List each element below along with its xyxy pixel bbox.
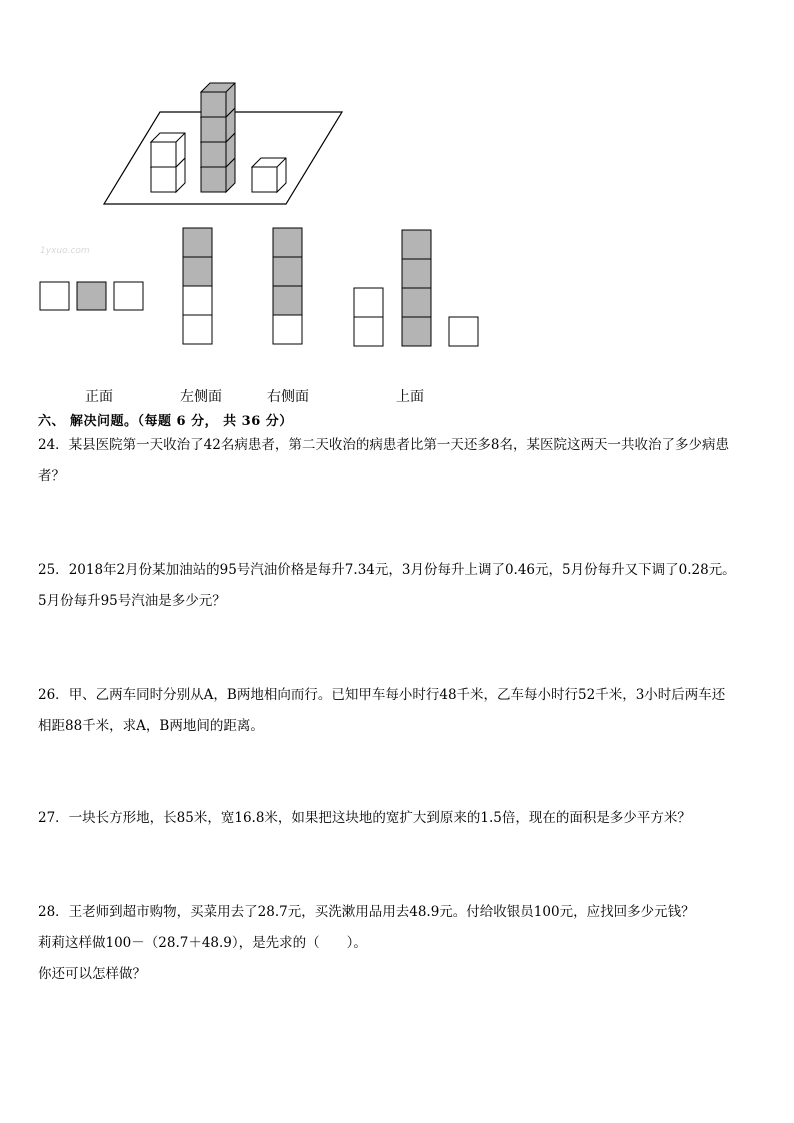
question-line xyxy=(38,803,760,834)
question-text: 2018年2月份某加油站的95号汽油价格是每升7.34元，3月份每升上调了0.46元，5月份每升又下调了0.28元。 xyxy=(68,562,736,578)
question-line xyxy=(38,555,760,586)
label-top-view: 上面 xyxy=(396,389,424,405)
cube-stack-right xyxy=(252,158,286,192)
question-line xyxy=(38,680,760,711)
question-text: 某县医院第一天收治了42名病患者，第二天收治的病患者比第一天还多8名，某医院这两天一共收治了多少病患 xyxy=(68,437,729,453)
question-line xyxy=(38,897,760,928)
left-side-view xyxy=(183,228,212,344)
cube-stack-middle xyxy=(201,83,235,192)
block-views-figure xyxy=(0,0,794,360)
question-line: 者？ xyxy=(38,468,65,484)
question-number: 25． xyxy=(38,562,69,578)
top-view xyxy=(354,230,478,346)
label-right-view: 右侧面 xyxy=(267,389,309,405)
question-25 xyxy=(38,555,760,617)
question-line: 你还可以怎样做？ xyxy=(38,966,146,982)
question-number: 28． xyxy=(38,904,69,920)
question-24 xyxy=(38,430,760,492)
right-side-view xyxy=(273,228,302,344)
question-number: 26． xyxy=(38,687,69,703)
label-left-view: 左侧面 xyxy=(180,389,222,405)
question-line xyxy=(38,430,760,461)
question-text: 王老师到超市购物，买菜用去了28.7元，买洗漱用品用去48.9元。付给收银员100元，应找回多少元钱？ xyxy=(68,904,695,920)
question-text: 一块长方形地，长85米，宽16.8米，如果把这块地的宽扩大到原来的1.5倍，现在的面积是多少平方米？ xyxy=(68,810,691,826)
question-number: 27． xyxy=(38,810,69,826)
question-28 xyxy=(38,897,760,990)
front-view xyxy=(40,282,143,310)
question-27 xyxy=(38,803,760,834)
question-line: 莉莉这样做100－（28.7＋48.9），是先求的（ ）。 xyxy=(38,935,367,951)
label-front-view: 正面 xyxy=(85,389,113,405)
watermark-text: 1yxuo.com xyxy=(40,246,90,256)
question-line: 5月份每升95号汽油是多少元？ xyxy=(38,593,226,609)
question-number: 24． xyxy=(38,437,69,453)
question-line: 相距88千米，求A，B两地间的距离。 xyxy=(38,718,264,734)
cube-stack-left xyxy=(151,133,185,192)
question-text: 甲、乙两车同时分别从A，B两地相向而行。已知甲车每小时行48千米，乙车每小时行52千米，3小时后两车还 xyxy=(68,687,726,703)
section-title: 六、 解决问题。（每题 6 分， 共 36 分） xyxy=(38,414,293,429)
question-26 xyxy=(38,680,760,742)
